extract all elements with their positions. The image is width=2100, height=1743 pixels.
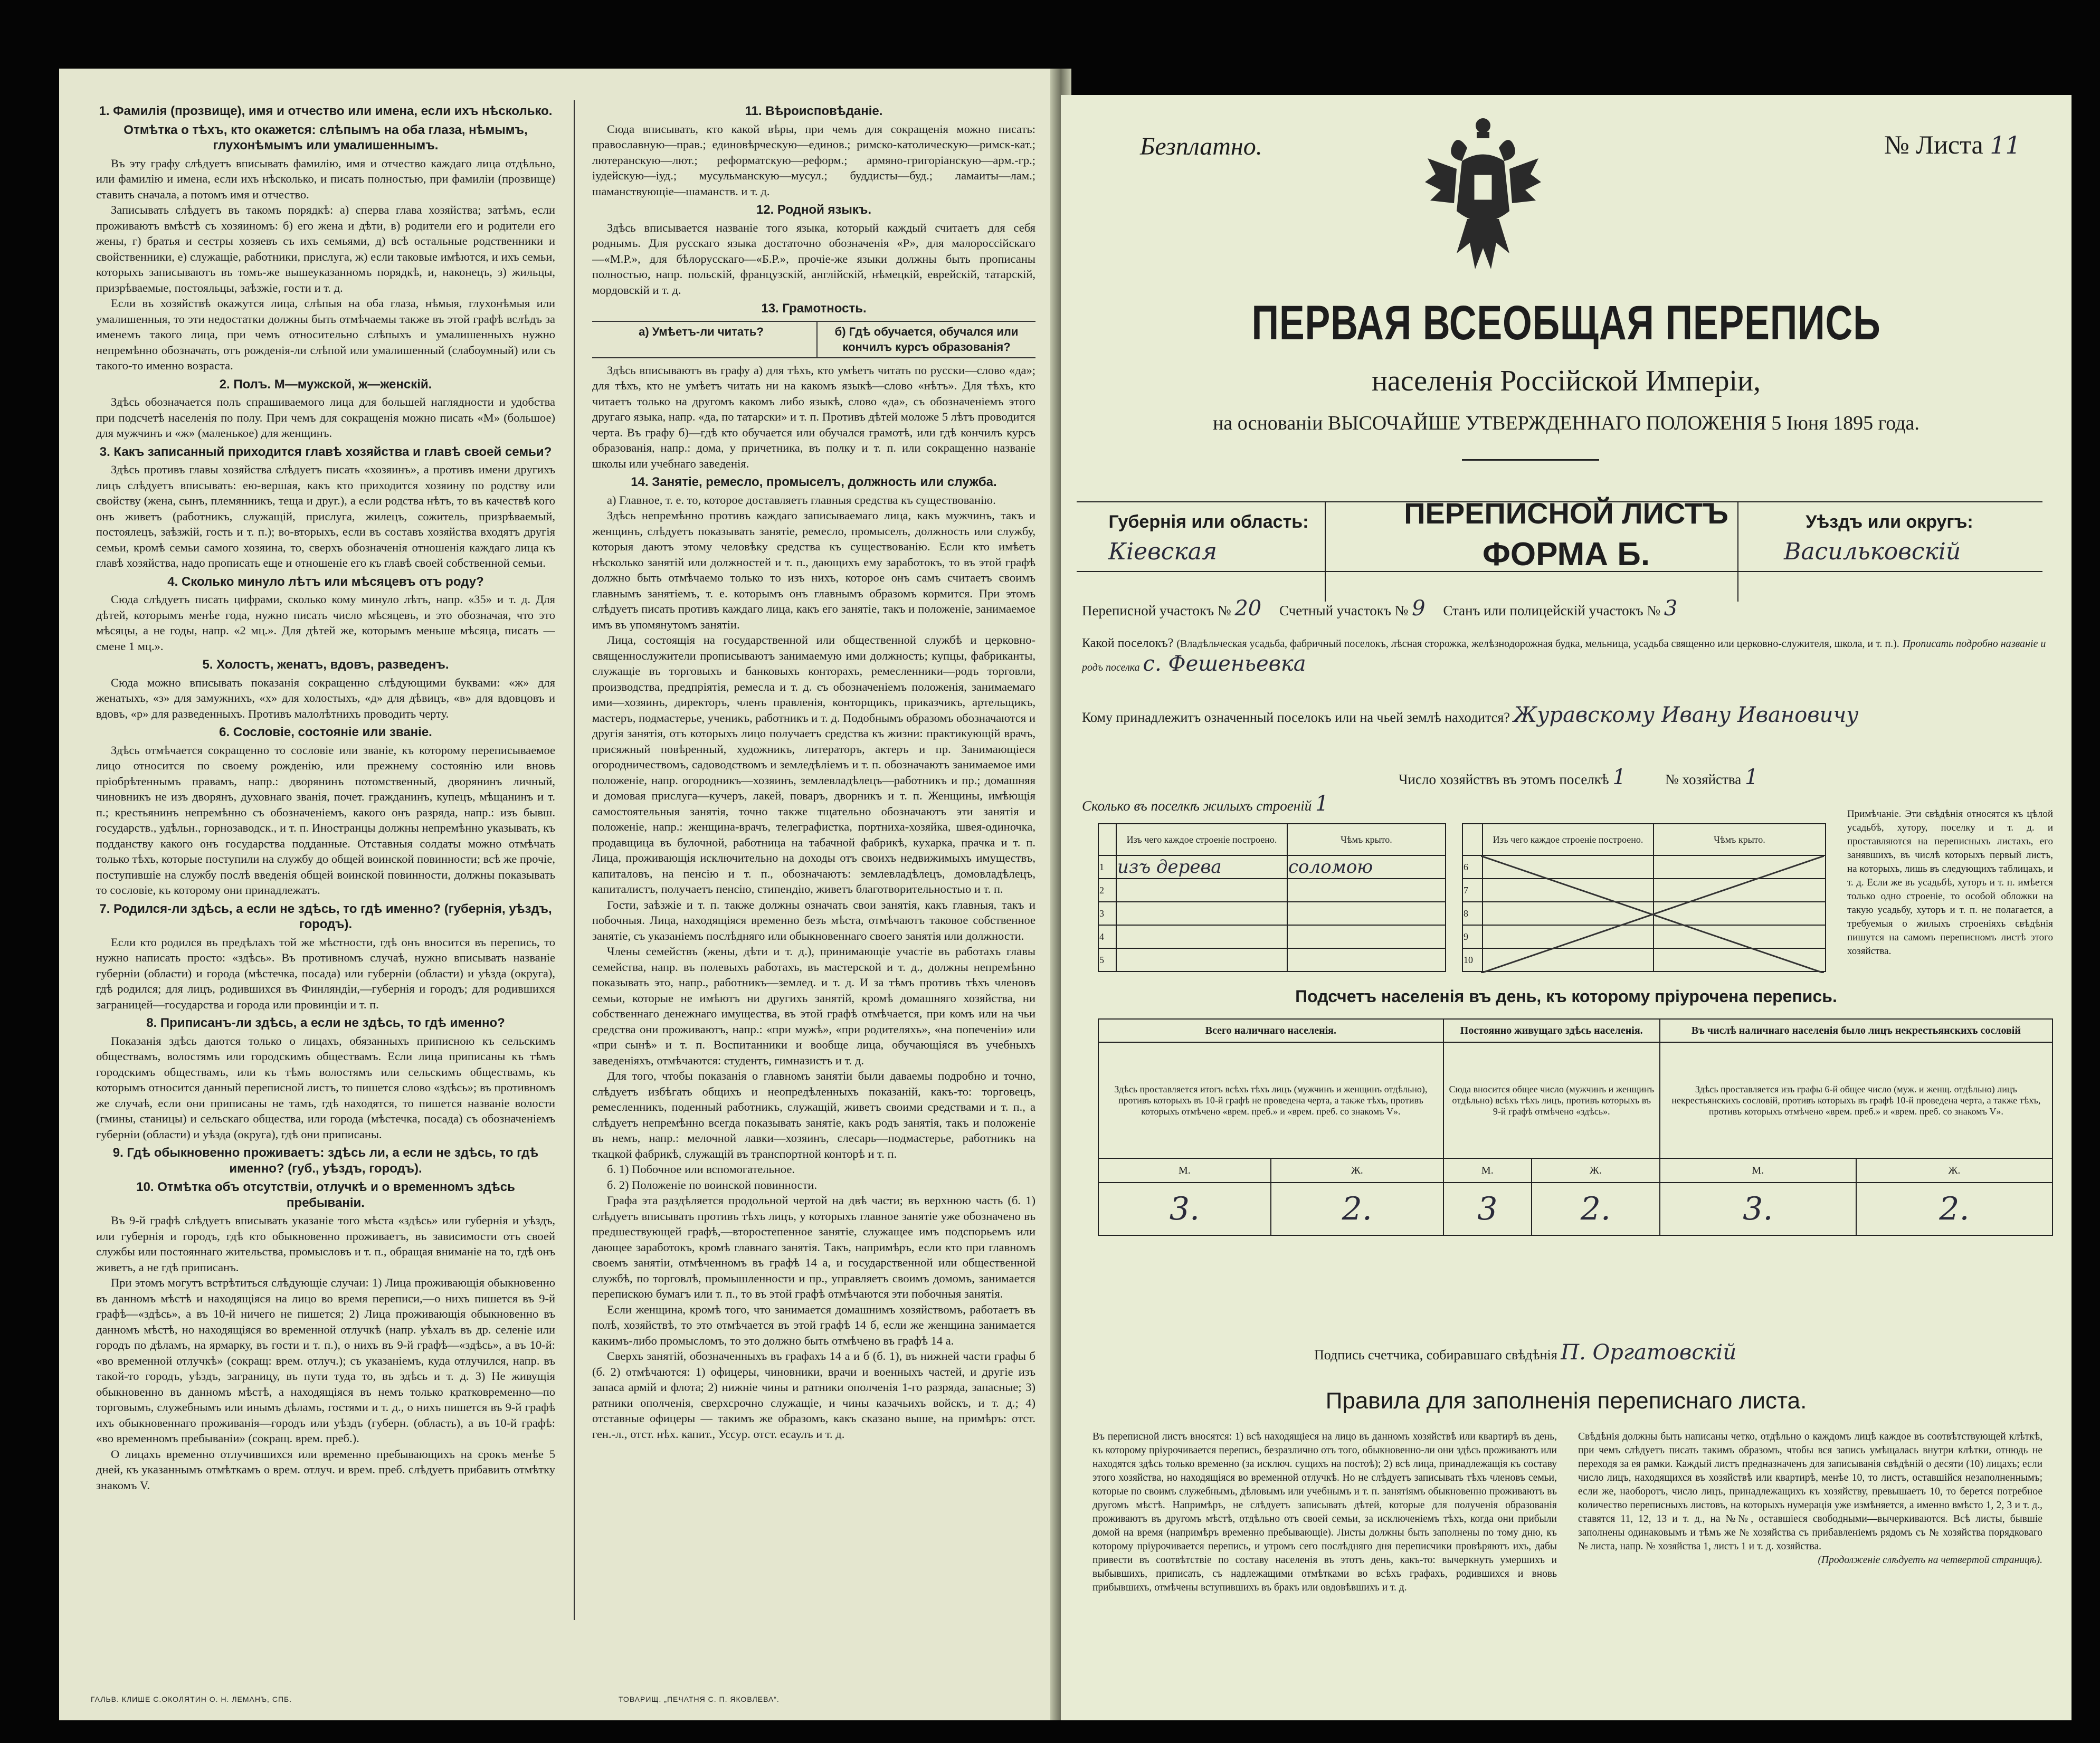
female-col: Ж. <box>1532 1158 1660 1183</box>
section-paragraph: Записывать слѣдуетъ въ такомъ порядкѣ: а) сперва глава хозяйства; затѣмъ, если проживаютъ вмѣстѣ съ хозяиномъ: б) его жена и дѣти, в) родители его и родители его жены, г) братья и сестры хозяевъ съ ихъ семьями, д) всѣ остальные родственники и свойственники, е) служащіе, работники, прислуга, ж) если таковые имѣются, и ихъ семьи, которыхъ записываютъ въ томъ-же вышеуказанномъ порядкѣ, и, наконецъ, з) жильцы, призрѣваемые, постояльцы, заѣзжіе, гости и т. д. <box>96 203 555 294</box>
section-paragraph: Сюда можно вписывать показанія сокращенно слѣдующими буквами: «ж» для женатыхъ, «з» для замужнихъ, «х» для холостыхъ, «д» для дѣвицъ, «в» для вдовцовъ и вдовъ, «р» для разведенныхъ. Противъ малолѣтнихъ проводить черту. <box>96 675 555 720</box>
cross-out-mark <box>1481 856 1824 973</box>
population-count-title: Подсчетъ населенія въ день, къ которому пріурочена перепись. <box>1295 987 1837 1006</box>
section-paragraph: Члены семействъ (жены, дѣти и т. д.), принимающіе участіе въ работахъ главы семейства, напр. въ полевыхъ работахъ, въ мастерской и т. д., должны непремѣнно показывать это, напр., работникъ—землед. и т. д. И за тѣмъ противъ тѣхъ членовъ семьи, которые не имѣютъ ни другихъ занятій, кромѣ домашняго хозяйства, ни собственнаго денежнаго имущества, въ этой графѣ отмѣчается, при комъ или на чьи средства они проживаютъ, напр.: «при мужѣ», «при родителяхъ», «на попеченіи» или «при сынѣ» и т. п. Воспитанники и вообще лица, обучающіяся въ учебныхъ заведеніяхъ, отмѣчаются: студентъ, гимназистъ и т. д. <box>592 945 1035 1067</box>
gubernia-label: Губернія или область: <box>1108 512 1309 532</box>
counting-district-value: 9 <box>1412 596 1426 621</box>
permanent-residents-header: Постоянно живущаго здѣсь населенія. <box>1443 1019 1660 1042</box>
material-header: Изъ чего каждое строеніе построено. <box>1116 824 1287 855</box>
printer-imprint-left: ГАЛЬВ. КЛИШЕ С.ОКОЛЯТИН О. Н. ЛЕМАНЪ, СПБ. <box>91 1695 292 1703</box>
stan-label: Станъ или полицейскій участокъ № <box>1443 603 1661 618</box>
section-paragraph: б. 2) Положеніе по воинской повинности. <box>607 1178 818 1192</box>
total-female-value: 2. <box>1271 1183 1443 1235</box>
buildings-value: 1 <box>1315 792 1329 816</box>
households-line <box>1399 765 1758 789</box>
building-row: 10 <box>1462 948 1826 971</box>
gubernia-value: Кіевская <box>1108 538 1218 565</box>
section-paragraph: а) Главное, т. е. то, которое доставляетъ главныя средства къ существованію. <box>607 493 996 507</box>
permanent-female-value: 2. <box>1532 1183 1660 1235</box>
split-heading-part: а) Умѣетъ-ли читать? <box>639 325 764 338</box>
section-paragraph: Если въ хозяйствѣ окажутся лица, слѣпыя на оба глаза, нѣмыя, глухонѣмыя или умалишенныя, то эти недостатки должны быть отмѣчаемы также въ этой графѣ вслѣдъ за именемъ такого лица, при чемъ относительно слѣпыхъ и умалишенныхъ нужно непремѣнно обозначать, отъ рожденія-ли слѣпой или умалишенный (слабоумный) или съ такого-то именно возраста. <box>96 297 555 372</box>
non-peasant-header: Въ числѣ наличнаго населенія было лицъ некрестьянскихъ сословій <box>1660 1019 2053 1042</box>
split-heading <box>592 321 1035 358</box>
building-material: изъ дерева <box>1116 855 1287 879</box>
uezd-value: Васильковскій <box>1784 538 1961 565</box>
rules-column-2-text: Свѣдѣнія должны быть написаны четко, отдѣльно о каждомъ лицѣ каждое въ соотвѣтствующей клѣткѣ, при чемъ слѣдуетъ писать такимъ образомъ, чтобы вся запись умѣщалась внутри клѣтки, отнюдь не переходя за ея рамки. Каждый листъ предназначенъ для записыванія свѣдѣній о десяти (10) лицахъ; если число лицъ, находящихся въ хозяйствѣ или квартирѣ, менѣе 10, то листъ, оставшійся незаполненнымъ; если же, наоборотъ, число лицъ, принадлежащихъ къ хозяйству, превышаетъ 10, то берется потребное количество переписныхъ листовъ, на которыхъ нумерація уже измѣняется, а именно вмѣсто 1, 2, 3 и т. д., ставятся 11, 12, 13 и т. д., на №№, оставшіеся свободными—вычеркиваются. Всѣ листы, бывшіе заполнены одинаковымъ и тѣмъ же № хозяйства съ прибавленіемъ рядомъ съ № хозяйства порядковаго № листа, напр. № хозяйства 1, листъ 1 и т. д. хозяйства. <box>1578 1431 2042 1552</box>
census-main-title: ПЕРВАЯ ВСЕОБЩАЯ ПЕРЕПИСЬ <box>1251 296 1881 350</box>
building-row: 5 <box>1098 948 1446 971</box>
instructions-column-1 <box>96 100 555 1646</box>
column-divider <box>574 100 575 1620</box>
owner-value: Журавскому Ивану Ивановичу <box>1513 703 1859 727</box>
building-row: 2 <box>1098 879 1446 902</box>
title-dash <box>1462 459 1599 461</box>
section-paragraph: Если кто родился въ предѣлахъ той же мѣстности, гдѣ онъ вносится въ перепись, то нужно написать просто: «здѣсь». Въ противномъ случаѣ, нужно вписывать названіе губерніи (области) и города (мѣстечка, посада) или губерніи (области) и уѣзда (округа), гдѣ родился; для лицъ, родившихся въ Финляндіи,—губернія и городъ; для родившихся заграницей—государства и города или провинціи и т. п. <box>96 935 555 1011</box>
section-heading: 5. Холостъ, женатъ, вдовъ, разведенъ. <box>202 658 449 672</box>
sheet-number-value: 11 <box>1990 131 2021 159</box>
left-page <box>59 69 1057 1720</box>
continued-note: (Продолженіе слѣдуетъ на четвертой страницѣ). <box>1818 1555 2042 1566</box>
section-heading: 11. Вѣроисповѣданіе. <box>745 104 883 118</box>
section-heading: 10. Отмѣтка объ отсутствіи, отлучкѣ и о временномъ здѣсь пребываніи. <box>136 1180 515 1210</box>
settlement-question: Какой поселокъ? <box>1082 636 1174 650</box>
section-paragraph: Здѣсь вписывается названіе того языка, который каждый считаетъ для себя роднымъ. Для русскаго языка достаточно обозначенія «Р», для малороссійскаго—«М.Р.», для бѣлорусскаго—«Б.Р.», прочіе-же языки должны быть прописаны полностью, напр. польскій, французскій, англійскій, нѣмецкій, еврейскій, татарскій, мордовскій и т. д. <box>592 221 1035 297</box>
total-male-value: 3. <box>1098 1183 1271 1235</box>
building-row: 4 <box>1098 925 1446 948</box>
household-number-value: 1 <box>1744 765 1759 789</box>
census-decree: на основаніи ВЫСОЧАЙШЕ УТВЕРЖДЕННАГО ПОЛОЖЕНІЯ 5 Іюня 1895 года. <box>1213 412 1920 434</box>
section-heading: 9. Гдѣ обыкновенно проживаетъ: здѣсь ли, а если не здѣсь, то гдѣ именно? (губ., уѣздъ, городъ). <box>112 1146 539 1176</box>
printer-imprint-right: ТОВАРИЩ. „ПЕЧАТНЯ С. П. ЯКОВЛЕВА“. <box>619 1695 780 1703</box>
section-paragraph: Если женщина, кромѣ того, что занимается домашнимъ хозяйствомъ, работаетъ въ полѣ, хозяйствѣ, то это отмѣчается въ этой графѣ 14 б, если же женщина занимается какимъ-либо промысломъ, то это должно быть отмѣчено въ графѣ 14 а. <box>592 1302 1035 1347</box>
section-paragraph: Сюда вписывать, кто какой вѣры, при чемъ для сокращенія можно писать: православную—прав.; единовѣрческую—единов.; римско-католическую—римск-кат.; лютеранскую—лют.; реформатскую—реформ.; армяно-григоріанскую—арм.-гр.; іудейскую—іуд.; мусульманскую—мусул.; буддисты—буд.; ламаиты—лам.; шаманствующіе—шаманств. и т. д. <box>592 122 1035 198</box>
household-number-label: № хозяйства <box>1665 772 1742 787</box>
signature-value: П. Оргатовскій <box>1561 1340 1737 1365</box>
census-district-value: 20 <box>1234 596 1262 621</box>
section-paragraph: Здѣсь непремѣнно противъ каждаго записываемаго лица, какъ мужчинъ, такъ и женщинъ, слѣдуетъ показывать занятіе, ремесло, промыселъ, должность или службу, которыя даютъ этому человѣку средства къ существованію. Если кто имѣетъ нѣсколько занятій или должностей и т. п., дающихъ ему заработокъ, то въ этой графѣ должно быть отмѣчаемо только то изъ нихъ, которое онъ самъ считаетъ своимъ главнымъ занятіемъ, т. е. которымъ онъ главнымъ образомъ кормится. При этомъ слѣдуетъ писать противъ каждаго лица, какъ его занятіе, такъ и положеніе, занимаемое имъ въ упомянутомъ занятіи. <box>592 509 1035 631</box>
free-label: Безплатно. <box>1140 132 1262 160</box>
material-header: Изъ чего каждое строеніе построено. <box>1483 824 1654 855</box>
section-paragraph: Показанія здѣсь даются только о лицахъ, обязанныхъ приписною къ сельскимъ обществамъ, волостямъ или городскимъ обществамъ. Если лица приписаны къ тѣмъ городскимъ обществамъ, или къ тѣмъ волостямъ или сельскимъ обществамъ, къ которымъ относится данный переписной листъ, то пишется слово «здѣсь»; въ противномъ же случаѣ, если они приписаны не тамъ, гдѣ находятся, то пишется названіе волости (гмины, станицы) и сельскаго общества, или города (мѣстечка, посада) съ обозначеніемъ губерніи (области) и уѣзда (округа), гдѣ они приписаны. <box>96 1034 555 1141</box>
section-paragraph: Гости, заѣзжіе и т. п. также должны означать свои занятія, какъ главныя, такъ и побочныя. Лица, находящіяся временно безъ мѣста, отмѣчаютъ таковое собственное занятіе, съ указаніемъ послѣдняго или обыкновеннаго своего занятія или должности. <box>592 898 1035 942</box>
section-heading: 13. Грамотность. <box>761 301 867 316</box>
male-col: М. <box>1098 1158 1271 1183</box>
settlement-hint: (Владѣльческая усадьба, фабричный поселокъ, лѣсная сторожка, желѣзнодорожная будка, мельница, усадьба священно или церковно-служителя, школа, и т. п.). <box>1176 638 1899 650</box>
section-paragraph: б. 1) Побочное или вспомогательное. <box>607 1163 795 1176</box>
uezd-label: Уѣздъ или округъ: <box>1806 512 1973 532</box>
section-paragraph: Здѣсь отмѣчается сокращенно то сословіе или званіе, къ которому переписываемое лицо относится по своему рожденію, или прежнему состоянію или вновь пріобрѣтеннымъ правамъ, напр.: дворянинъ потомственный, дворянинъ личный, чиновникъ не изъ дворянъ, духовнаго званія, почет. гражданинъ, купецъ, мѣщанинъ и т. п.; крестьянинъ непремѣнно съ обозначеніемъ, какого онъ разряда, напр.: изъ бывш. государств., удѣльн., горнозаводск., и т. п. Иностранцы должны непремѣнно указывать, къ подданству какого онъ государства подданные. Отставныя солдаты можно отмѣчать только тѣхъ, которые поступили на службу до общей воинской повинности; всѣ же прочіе, поступившіе на службу послѣ введенія общей воинской повинности, должны показывать то сословіе, къ которому они принадлежатъ. <box>96 743 555 897</box>
split-heading-part: б) Гдѣ обучается, обучался или кончилъ курсъ образованія? <box>816 322 1035 357</box>
female-col: Ж. <box>1856 1158 2053 1183</box>
non-peasant-male-value: 3. <box>1660 1183 1856 1235</box>
rules-column-2 <box>1578 1430 2042 1567</box>
section-paragraph: При этомъ могутъ встрѣтиться слѣдующіе случаи: 1) Лица проживающія обыкновенно въ данномъ мѣстѣ и находящіяся на лицо во время переписи,—о нихъ пишется въ 9-й графѣ—«здѣсь», а въ 10-й ничего не пишется; 2) Лица проживающія обыкновенно въ данномъ мѣстѣ, но находящіяся во временной отлучкѣ (напр. уѣхалъ въ др. селеніе или городъ по дѣламъ, на ярмарку, въ гости и т. п.), о нихъ въ 9-й графѣ—«здѣсь», а въ 10-й: «во временной отлучкѣ» (сокращ: врем. отлуч.); съ указаніемъ, куда отлучился, напр. въ такой-то городъ, уѣздъ, заграницу, въ пути туда то, въ здѣсь и т. д. 3) Не живущія обыкновенно въ данномъ мѣстѣ, а находящіяся въ немъ только кратковременно—по торговымъ, служебнымъ или инымъ дѣламъ, гостями и т. д., о нихъ пишется въ 9-й графѣ ихъ обыкновеннаго проживанія—городъ или уѣздъ (губерн. (область), а въ 10-й графѣ: «во временномъ пребываніи» (сокращ. врем. преб.). <box>96 1276 555 1445</box>
rules-title: Правила для заполненія переписнаго листа. <box>1325 1388 1807 1414</box>
male-col: М. <box>1660 1158 1856 1183</box>
sheet-number-label: № Листа <box>1884 130 1983 159</box>
female-col: Ж. <box>1271 1158 1443 1183</box>
building-row: 9 <box>1462 925 1826 948</box>
section-heading: Отмѣтка о тѣхъ, кто окажется: слѣпымъ на оба глаза, нѣмымъ, глухонѣмымъ или умалишеннымъ. <box>123 122 528 153</box>
section-heading: 6. Сословіе, состояніе или званіе. <box>219 725 432 739</box>
households-value: 1 <box>1612 765 1626 789</box>
sheet-number <box>1884 129 2021 160</box>
building-row: 3 <box>1098 902 1446 925</box>
section-heading: 7. Родился-ли здѣсь, а если не здѣсь, то гдѣ именно? (губернія, уѣздъ, городъ). <box>99 901 552 931</box>
population-count-table <box>1098 1018 2053 1236</box>
buildings-table-left <box>1098 823 1446 972</box>
buildings-label: Сколько въ поселкѣ жилыхъ строеній <box>1082 798 1312 814</box>
census-sheet-title: ПЕРЕПИСНОЙ ЛИСТЪ <box>1404 497 1728 530</box>
non-peasant-desc: Здѣсь проставляется изъ графы 6-й общее число (муж. и женщ. отдѣльно) лицъ некрестьянскихъ сословій, противъ которыхъ въ графѣ 10-й проведена черта, а также тѣхъ, противъ которыхъ отмѣчено «врем. преб.» и «врем. преб. со знакомъ V». <box>1660 1042 2053 1158</box>
census-district-label: Переписной участокъ № <box>1082 603 1231 618</box>
section-heading: 14. Занятіе, ремесло, промыселъ, должность или служба. <box>631 475 997 489</box>
section-paragraph: Сверхъ занятій, обозначенныхъ въ графахъ 14 а и б (б. 1), въ нижней части графы б (б. 2) отмѣчаются: 1) офицеры, чиновники, врачи и военныхъ частей, и другіе изъ запаса армій и флота; 2) нижніе чины и ратники ополченія 1-го разряда, запасные; 3) ратники ополченія, сверхсрочно служащіе, и чины казачьихъ войскъ, и т. д.; 4) отставные офицеры — такимъ же образомъ, какъ сказано выше, на примѣръ: отст. ген.-л., отст. нѣх. капит., Уссур. отст. есаулъ и т. д. <box>592 1349 1035 1441</box>
section-heading: 8. Приписанъ-ли здѣсь, а если не здѣсь, то гдѣ именно? <box>146 1016 505 1030</box>
section-paragraph: Въ эту графу слѣдуетъ вписывать фамилію, имя и отчество каждаго лица отдѣльно, или фамилію и имена, если ихъ нѣсколько, и писать полностью, при фамиліи (прозвище) ставить сначала, а потомъ имя и отчество. <box>96 156 555 201</box>
building-row: 6 <box>1462 855 1826 879</box>
male-col: М. <box>1443 1158 1532 1183</box>
rules-column-1: Въ переписной листъ вносятся: 1) всѣ находящіеся на лицо въ данномъ хозяйствѣ или квартирѣ въ день, къ которому пріурочивается перепись, безразлично отъ того, обыкновенно-ли они здѣсь проживаютъ или находятся здѣсь только временно (за исключ. сущихъ на постоѣ); 2) всѣ лица, принадлежащія къ составу этого хозяйства, но находящіяся во временной отлучкѣ. Но не слѣдуетъ записывать тѣхъ членовъ семьи, которые по своимъ служебнымъ, дѣловымъ или учебнымъ и т. п. занятіямъ обыкновенно проживаютъ въ другомъ мѣстѣ. Напримѣръ, не слѣдуетъ записывать дѣтей, которые для полученія образованія проживаютъ въ другомъ мѣстѣ, отдѣльно отъ своей семьи, за исключеніемъ тѣхъ, когда они прибыли домой на время (напримѣръ временно пребывающіе). Листы должны быть заполнены по тому дню, къ которому пріурочивается перепись, и утромъ сего послѣдняго дня переписчики провѣряютъ ихъ, дабы привести въ соотвѣтствіе по составу населенія въ этотъ день, какъ-то: вычеркнуть умершихъ и выбывшихъ, приписать, съ надлежащими отмѣтками во всѣхъ графахъ, родившихся и вновь прибывшихъ, отмѣчены вступившихъ въ бракъ или овдовѣвшихъ и т. д. <box>1092 1431 1557 1593</box>
section-paragraph: Здѣсь вписываютъ въ графу а) для тѣхъ, кто умѣетъ читать по русски—слово «да»; для тѣхъ, кто не умѣетъ читать ни на какомъ языкѣ—слово «нѣтъ». Для тѣхъ, кто читаетъ только на другомъ какомъ либо языкѣ, слово «да», съ обозначеніемъ этого другаго языка, напр. «да, по татарски» и т. п. Противъ дѣтей моложе 5 лѣтъ проводится черта. Въ графу б)—гдѣ кто обучается или обучался грамотѣ, или гдѣ кончилъ курсъ образованія, напр.: дома, у причетника, въ полку и т. п. или сокращенно названіе школы или учебнаго заведенія. <box>592 363 1035 470</box>
building-row: 8 <box>1462 902 1826 925</box>
signature-label: Подпись счетчика, собиравшаго свѣдѣнія <box>1314 1347 1557 1363</box>
settlement-block <box>1082 633 2064 678</box>
households-label: Число хозяйствъ въ этомъ поселкѣ <box>1399 772 1609 787</box>
form-type: ФОРМА Б. <box>1482 536 1650 573</box>
owner-question: Кому принадлежитъ означенный поселокъ или на чьей землѣ находится? <box>1082 710 1510 725</box>
section-paragraph: Лица, состоящія на государственной или общественной службѣ и церковно-священнослужители прописываютъ занимаемую ими должность; купцы, фабриканты, служащіе въ торговыхъ и банковыхъ конторахъ, ремесленники—родъ торговли, производства, предпріятія, ремесла и т. д. съ обозначеніемъ положенія, занимаемаго ими—хозяинъ, директоръ, членъ правленія, конторщикъ, приказчикъ, артельщикъ, мастеръ, подмастерье, ученикъ, работникъ и т. д. Подобнымъ образомъ обозначаются и другія занятія, отъ которыхъ лицо получаетъ средства къ жизни: практикующій врачъ, присяжный повѣренный, художникъ, литераторъ, актеръ и пр. Занимающіеся огородничествомъ, садоводствомъ и земледѣліемъ и т. п. обозначаютъ занимаемое ими положеніе, напр. огородникъ—хозяинъ, землевладѣлецъ—работникъ и пр.; домашняя и домовая прислуга—кучеръ, лакей, поваръ, дворникъ и т. п. Женщины, имѣющія самостоятельныя занятія, точно также тщательно обозначаютъ эти занятія и положеніе, напр.: женщина-врачъ, телеграфистка, портниха-хозяйка, швея-одиночка, продавщица въ булочной, работница на табачной фабрикѣ, кухарка, прачка и т. п. Лица, проживающія исключительно на доходы отъ своихъ недвижимыхъ имуществъ, капиталовъ, на пенсію и т. п., обозначаютъ: землевладѣлецъ, домовладѣлецъ, капиталистъ, получаетъ пенсію, стипендію, живетъ благотворительностью и т. п. <box>592 633 1035 896</box>
building-row: 7 <box>1462 879 1826 902</box>
census-subtitle: населенія Россійской Имперіи, <box>1371 365 1761 397</box>
section-heading: 3. Какъ записанный приходится главѣ хозяйства и главѣ своей семьи? <box>99 444 552 459</box>
section-heading: 4. Сколько минуло лѣтъ или мѣсяцевъ отъ роду? <box>167 574 484 589</box>
stan-value: 3 <box>1664 596 1678 621</box>
counting-district-label: Счетный участокъ № <box>1279 603 1409 618</box>
settlement-value: с. Фешеньевка <box>1143 652 1306 676</box>
roof-header: Чѣмъ крыто. <box>1654 824 1826 855</box>
districts-line <box>1082 596 1677 621</box>
non-peasant-female-value: 2. <box>1856 1183 2053 1235</box>
building-row: 1 изъ дерева соломою <box>1098 855 1446 879</box>
buildings-table-right <box>1462 823 1826 972</box>
instructions-column-2 <box>592 100 1035 1646</box>
total-present-desc: Здѣсь проставляется итогъ всѣхъ тѣхъ лицъ (мужчинъ и женщинъ отдѣльно), противъ которыхъ въ 10-й графѣ не проведена черта, а также тѣхъ, противъ которыхъ отмѣчено «врем. преб.» и «врем. преб. со знакомъ V». <box>1098 1042 1443 1158</box>
section-heading: 12. Родной языкъ. <box>756 203 872 217</box>
section-paragraph: О лицахъ временно отлучившихся или временно пребывающихъ на срокъ менѣе 5 дней, къ указаннымъ отмѣткамъ о врем. отлуч. и врем. преб. слѣдуетъ прибавить отмѣтку знакомъ V. <box>96 1447 555 1492</box>
building-roof: соломою <box>1287 855 1446 879</box>
section-paragraph: Для того, чтобы показанія о главномъ занятіи были даваемы подробно и точно, слѣдуетъ избѣгать общихъ и неопредѣленныхъ показаній, какъ-то: торговецъ, ремесленникъ, поденный работникъ, служащій, живетъ своими средствами и т. п., а слѣдуетъ непремѣнно всегда показывать занятіе, какъ родъ занятія, такъ и положеніе въ немъ, напр.: мелочной лавки—хозяинъ, слесарь—подмастерье, работникъ на ткацкой фабрикѣ, служащій въ транспортной конторѣ и т. п. <box>592 1069 1035 1160</box>
buildings-line <box>1082 792 1328 816</box>
permanent-residents-desc: Сюда вносится общее число (мужчинъ и женщинъ отдѣльно) всѣхъ тѣхъ лицъ, противъ которыхъ въ 9-й графѣ отмѣчено «здѣсь». <box>1443 1042 1660 1158</box>
section-paragraph: Здѣсь противъ главы хозяйства слѣдуетъ писать «хозяинъ», а противъ имени другихъ лицъ слѣдуетъ вписывать: ею-вершая, какъ кто приходится хозяину по родству или свойству (жена, сынъ, племянникъ, теща и друг.), а если родства нѣтъ, то въ качествѣ кого онъ живетъ (работникъ, служащій, прислуга, жилецъ, сожитель, призрѣваемый, постоялецъ, заѣзжій, гость и т. п.); во-вторыхъ, если въ составъ хозяйства входятъ другія семьи, кромѣ семьи самого хозяина, то, сверхъ обозначенія отношенія каждаго лица къ главѣ хозяйства, надо прописать еще и отношеніе его къ главѣ своей собственной семьи. <box>96 463 555 569</box>
settlement-instruction: Прописать подробно названіе и родъ поселка <box>1082 638 2046 673</box>
owner-block <box>1082 702 2064 731</box>
section-paragraph: Въ 9-й графѣ слѣдуетъ вписывать указаніе того мѣста «здѣсь» или губернія и уѣздъ, или губернія и городъ, гдѣ кто обыкновенно проживаетъ, въ зависимости отъ своей службы или постояннаго жительства, промысловъ и т. п., обращая вниманіе на то, гдѣ онъ живетъ, а не гдѣ приписанъ. <box>96 1214 555 1274</box>
buildings-notice: Примѣчаніе. Эти свѣдѣнія относятся къ цѣлой усадьбѣ, хутору, поселку и т. д. и проставляются на переписныхъ листахъ, его занявшихъ, въ числѣ которыхъ первый листъ, на которыхъ, лишь въ следующихъ таблицахъ, и т. д. Если же въ усадьбѣ, хуторъ и т. п. имѣется только одно строеніе, то особой обложки на такую усадьбу, хуторъ и т. п. не полагается, а требуемыя о жилыхъ строеніяхъ свѣдѣнія пишутся на самомъ переписномъ листѣ этого хозяйства. <box>1847 808 2053 957</box>
enumerator-signature <box>1314 1340 1736 1365</box>
section-paragraph: Сюда слѣдуетъ писать цифрами, сколько кому минуло лѣтъ, напр. «35» и т. д. Для дѣтей, которымъ менѣе года, нужно писать число мѣсяцевъ, и это обозначая, что это мѣсяцы, а не годы, напр. «2 мц.». Для дѣтей же, которымъ меньше мѣсяца, писать —смене 1 мц.». <box>96 593 555 653</box>
section-heading: 1. Фамилія (прозвище), имя и отчество или имена, если ихъ нѣсколько. <box>99 104 553 118</box>
section-heading: 2. Полъ. М—мужской, ж—женскій. <box>219 377 432 392</box>
section-paragraph: Здѣсь обозначается полъ спрашиваемого лица для большей наглядности и удобства при подсчетѣ населенія по полу. При чемъ для сокращенія можно писать «М» (большое) для мужчинъ и «ж» (маленькое) для женщинъ. <box>96 395 555 440</box>
permanent-male-value: 3 <box>1443 1183 1532 1235</box>
double-headed-eagle-emblem <box>1425 111 1541 288</box>
section-paragraph: Графа эта раздѣляется продольной чертой на двѣ части; въ верхнюю часть (б. 1) слѣдуетъ вписывать противъ тѣхъ лицъ, у которыхъ главное занятіе уже обозначено въ предшествующей графѣ,—второстепенное занятіе, служащее имъ подспорьемъ или дающее заработокъ, кромѣ главнаго занятія. Такъ, напримѣръ, если кто при главномъ своемъ занятіи, отмѣченномъ въ графѣ 14 а, и государственной или общественной службѣ, по торговлѣ, промышленности и пр., управляетъ своимъ домомъ, занимается перепискою бумагъ или т. п., то въ этой графѣ отмѣчаются эти побочныя занятія. <box>592 1194 1035 1300</box>
total-present-header: Всего наличнаго населенія. <box>1098 1019 1443 1042</box>
roof-header: Чѣмъ крыто. <box>1287 824 1446 855</box>
right-page <box>1061 95 2072 1720</box>
